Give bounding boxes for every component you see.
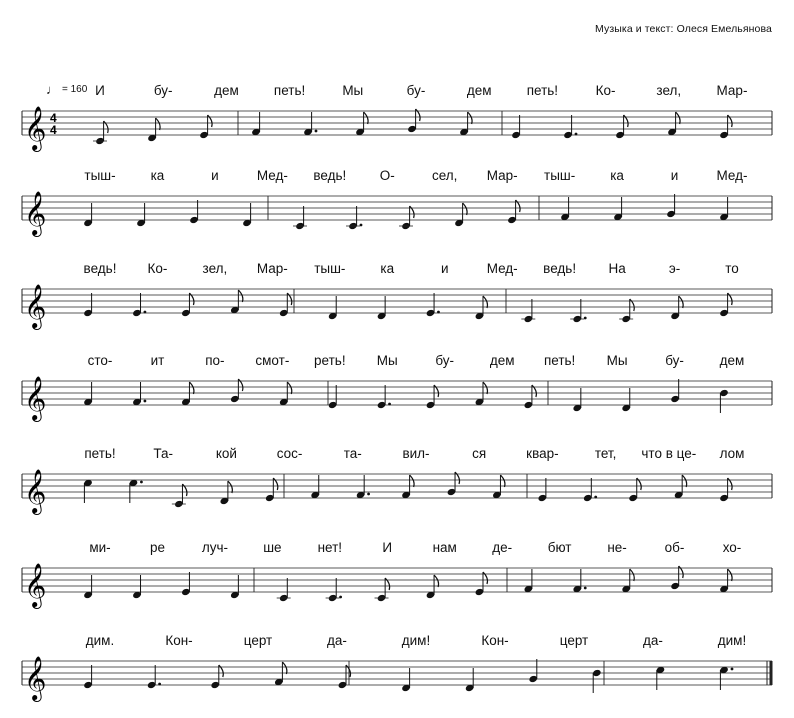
eighth-flag (287, 382, 292, 394)
lyric-syllable: тыш- (314, 261, 346, 276)
lyric-syllable: реть! (314, 353, 346, 368)
treble-clef-icon: 𝄞 (24, 656, 47, 700)
lyric-syllable: об- (664, 540, 685, 555)
lyric-syllable: Мед- (256, 168, 288, 183)
lyric-syllable: петь! (526, 83, 559, 98)
augmentation-dot (140, 481, 143, 484)
lyric-syllable: ведь! (83, 261, 117, 276)
lyric-syllable: ше (263, 540, 282, 555)
lyric-syllable: Мар- (486, 168, 518, 183)
augmentation-dot (584, 317, 587, 320)
lyric-syllable: церт (243, 633, 273, 648)
lyric-syllable: нам (432, 540, 457, 555)
eighth-flag (728, 569, 733, 581)
lyric-syllable: дем (214, 83, 239, 98)
lyric-syllable: петь! (84, 446, 116, 461)
lyric-syllable: Мы (376, 353, 398, 368)
staff-system (22, 261, 772, 330)
treble-clef-icon: 𝄞 (24, 469, 47, 513)
lyric-syllable: Мар- (256, 261, 288, 276)
augmentation-dot (315, 130, 318, 133)
staff-system (22, 446, 772, 515)
lyric-syllable: дем (719, 353, 745, 368)
lyric-syllable: зел, (656, 83, 682, 98)
eighth-flag (364, 112, 369, 124)
lyric-syllable: На (608, 261, 626, 276)
lyric-syllable: тет, (594, 446, 617, 461)
eighth-flag (156, 118, 161, 130)
lyric-syllable: Кон- (165, 633, 193, 648)
augmentation-dot (144, 400, 147, 403)
eighth-flag (630, 569, 635, 581)
lyric-syllable: и (211, 168, 219, 183)
treble-clef-icon: 𝄞 (24, 284, 47, 328)
lyric-syllable: тыш- (544, 168, 576, 183)
lyric-syllable: Мы (606, 353, 628, 368)
lyric-syllable: ка (150, 168, 165, 183)
lyric-syllable: тыш- (84, 168, 116, 183)
augmentation-dot (575, 133, 578, 136)
eighth-flag (483, 382, 488, 394)
eighth-flag (676, 112, 681, 124)
augmentation-dot (158, 683, 161, 686)
lyric-syllable: та- (343, 446, 362, 461)
lyric-syllable: Мед- (486, 261, 518, 276)
eighth-flag (410, 475, 415, 487)
staff-system (22, 633, 772, 702)
lyric-syllable: Кон- (481, 633, 509, 648)
lyric-syllable: что в це- (641, 446, 697, 461)
lyric-syllable: дем (489, 353, 515, 368)
lyric-syllable: ведь! (313, 168, 347, 183)
lyric-syllable: Мед- (716, 168, 748, 183)
lyric-syllable: петь! (543, 353, 576, 368)
eighth-flag (500, 475, 505, 487)
lyric-syllable: дим! (401, 633, 431, 648)
staff-system (22, 83, 772, 152)
lyric-syllable: кой (215, 446, 237, 461)
augmentation-dot (144, 311, 147, 314)
lyric-syllable: вил- (402, 446, 430, 461)
lyric-syllable: по- (205, 353, 225, 368)
augmentation-dot (360, 224, 363, 227)
lyric-syllable: церт (559, 633, 589, 648)
lyric-syllable: и (440, 261, 449, 276)
lyric-syllable: не- (607, 540, 627, 555)
lyric-syllable: бу- (665, 353, 684, 368)
lyric-syllable: ит (150, 353, 165, 368)
lyric-syllable: И (382, 540, 393, 555)
lyric-syllable: бу- (153, 83, 173, 98)
eighth-flag (228, 481, 233, 493)
lyric-syllable: хо- (722, 540, 742, 555)
lyric-syllable: Ко- (147, 261, 168, 276)
lyric-syllable: сос- (276, 446, 303, 461)
eighth-flag (434, 575, 439, 587)
credits-header: Музыка и текст: Олеся Емельянова (595, 23, 772, 35)
lyric-syllable: нет! (317, 540, 343, 555)
augmentation-dot (731, 668, 734, 671)
eighth-flag (238, 290, 243, 302)
eighth-flag (189, 382, 194, 394)
lyric-syllable: петь! (273, 83, 306, 98)
treble-clef-icon: 𝄞 (24, 563, 47, 607)
lyric-syllable: сел, (432, 168, 458, 183)
lyric-syllable: Мы (342, 83, 364, 98)
lyric-syllable: ся (472, 446, 487, 461)
lyric-syllable: сто- (87, 353, 113, 368)
lyric-syllable: луч- (201, 540, 228, 555)
augmentation-dot (584, 587, 587, 590)
treble-clef-icon: 𝄞 (24, 106, 47, 150)
lyric-syllable: ка (610, 168, 624, 183)
lyric-syllable: бу- (435, 353, 455, 368)
time-signature-bottom: 4 (50, 123, 57, 137)
lyric-syllable: э- (668, 261, 681, 276)
treble-clef-icon: 𝄞 (24, 376, 47, 420)
staff-system (22, 353, 772, 422)
eighth-flag (682, 475, 687, 487)
augmentation-dot (339, 596, 342, 599)
lyric-syllable: Мар- (716, 83, 748, 98)
eighth-flag (463, 203, 468, 215)
staff-system (22, 540, 772, 609)
augmentation-dot (367, 493, 370, 496)
lyric-syllable: и (670, 168, 679, 183)
lyric-syllable: де- (492, 540, 513, 555)
lyric-syllable: Ко- (595, 83, 616, 98)
lyric-syllable: зел, (202, 261, 228, 276)
lyric-syllable: да- (643, 633, 663, 648)
lyric-syllable: бют (547, 540, 572, 555)
lyric-syllable: дим! (717, 633, 747, 648)
lyric-syllable: квар- (526, 446, 559, 461)
eighth-flag (282, 662, 287, 674)
lyric-syllable: ми- (89, 540, 111, 555)
lyric-syllable: лом (719, 446, 745, 461)
lyric-syllable: дем (466, 83, 492, 98)
lyric-syllable: ре (149, 540, 165, 555)
lyric-syllable: бу- (406, 83, 426, 98)
lyric-syllable: дим. (85, 633, 115, 648)
eighth-flag (483, 296, 488, 308)
tempo-value: = 160 (62, 84, 88, 95)
quarter-note-icon: ♩ (46, 81, 59, 97)
lyric-syllable: ведь! (543, 261, 577, 276)
staff-system (22, 168, 772, 237)
lyric-syllable: ка (380, 261, 395, 276)
lyric-syllable: И (95, 83, 105, 98)
treble-clef-icon: 𝄞 (24, 191, 47, 235)
lyric-syllable: смот- (255, 353, 290, 368)
eighth-flag (679, 296, 684, 308)
augmentation-dot (594, 496, 597, 499)
time-signature-top: 4 (50, 111, 57, 125)
lyric-syllable: то (725, 261, 739, 276)
eighth-flag (468, 112, 473, 124)
lyric-syllable: да- (327, 633, 347, 648)
lyric-syllable: О- (379, 168, 395, 183)
augmentation-dot (388, 403, 391, 406)
augmentation-dot (437, 311, 440, 314)
lyric-syllable: Та- (153, 446, 174, 461)
